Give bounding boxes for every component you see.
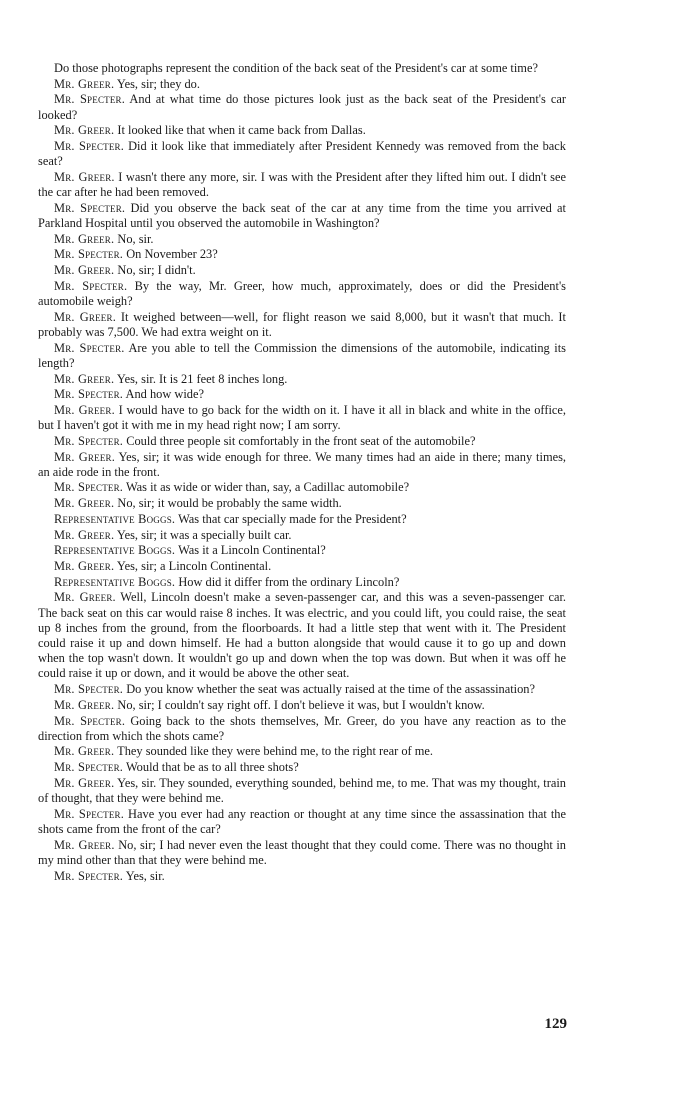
transcript-paragraph: [38, 372, 566, 387]
speaker-name: Mr. Specter.: [54, 433, 124, 448]
speech-text: No, sir.: [117, 231, 154, 246]
transcript-paragraph: [38, 744, 566, 759]
transcript-paragraph: [38, 450, 566, 480]
speech-text: Do you know whether the seat was actually raised at the time of the assassination?: [126, 682, 535, 697]
speaker-name: Mr. Specter.: [54, 247, 124, 262]
transcript-paragraph: [38, 92, 566, 122]
speaker-name: Mr. Greer.: [54, 559, 115, 573]
speaker-name: Mr. Greer.: [54, 496, 115, 511]
speech-text: Yes, sir; it was a specially built car.: [116, 527, 292, 542]
speaker-name: Mr. Greer.: [54, 76, 115, 91]
speech-text: Was it a Lincoln Continental?: [178, 543, 326, 558]
speaker-name: Mr. Specter.: [54, 480, 124, 495]
transcript-paragraph: [38, 279, 566, 309]
speaker-name: Mr. Specter.: [54, 806, 125, 821]
transcript-paragraph: [38, 247, 566, 262]
transcript-paragraph: [38, 776, 566, 806]
speaker-name: Mr. Greer.: [54, 744, 115, 759]
speaker-name: Representative Boggs.: [54, 543, 176, 558]
speech-text: It looked like that when it came back from Dallas.: [117, 123, 366, 138]
speech-text: Have you ever had any reaction or thought at any time since the assassination that the shots came from the front of the car?: [38, 806, 566, 836]
speech-text: Well, Lincoln doesn't make a seven-passenger car, and this was a seven-passenger car. The back seat on this car would raise 8 inches. It was electric, and you could lift, you could raise, the seat up 8 inches from the ground, from the floorboards. It had a little step that went with it. The President could raise it up and down himself. He had a button alongside that would cause it to go up and down when the top wasn't down. It wouldn't go up and down when the top was down. But when it was off he could raise it up or down, and it would be above the other seat.: [38, 590, 566, 681]
transcript-paragraph: [38, 869, 566, 884]
speaker-name: Mr. Greer.: [54, 449, 116, 464]
speech-text: Yes, sir.: [125, 868, 165, 883]
transcript-paragraph: [38, 512, 566, 527]
speech-text: And how wide?: [125, 387, 204, 402]
transcript-paragraph: [38, 543, 566, 558]
speaker-name: Mr. Greer.: [54, 231, 115, 246]
speech-text: On November 23?: [126, 247, 218, 262]
speech-text: And at what time do those pictures look just as the back seat of the President's car looked?: [38, 92, 567, 122]
transcript-paragraph: [38, 201, 566, 231]
transcript-paragraph: [38, 77, 566, 92]
transcript-paragraph: [38, 682, 566, 697]
transcript-paragraph: [38, 590, 566, 681]
transcript-paragraph: [38, 123, 566, 138]
transcript-paragraph: [38, 61, 566, 76]
speech-text: No, sir; I couldn't say right off. I don't believe it was, but I wouldn't know.: [117, 697, 485, 712]
speech-text: They sounded like they were behind me, to the right rear of me.: [117, 744, 433, 759]
transcript-paragraph: [38, 760, 566, 775]
speaker-name: Mr. Greer.: [54, 527, 115, 542]
speech-text: By the way, Mr. Greer, how much, approximately, does or did the President's automobile weigh?: [38, 278, 566, 309]
transcript-paragraph: [38, 807, 566, 837]
speaker-name: Mr. Greer.: [54, 697, 115, 712]
transcript-body: [38, 61, 566, 884]
speech-text: Did you observe the back seat of the car at any time from the time you arrived at Parkland Hospital until you observed the automobile in Washington?: [38, 200, 567, 231]
speech-text: Yes, sir. They sounded, everything sounded, behind me, to me. That was my thought, train of thought, that they were behind me.: [38, 775, 566, 806]
speech-text: Was it as wide or wider than, say, a Cadillac automobile?: [125, 480, 410, 495]
speaker-name: Representative Boggs.: [54, 574, 176, 589]
transcript-paragraph: [38, 575, 566, 590]
speech-text: No, sir; it would be probably the same width.: [117, 496, 342, 511]
speaker-name: Mr. Greer.: [54, 169, 115, 184]
speech-text: How did it differ from the ordinary Lincoln?: [178, 574, 400, 589]
speaker-name: Mr. Greer.: [54, 837, 115, 852]
speaker-name: Mr. Specter.: [54, 387, 124, 402]
speaker-name: Mr. Specter.: [54, 200, 126, 215]
speech-text: Yes, sir; a Lincoln Continental.: [116, 559, 272, 573]
speaker-name: Mr. Specter.: [54, 760, 124, 775]
speech-text: Going back to the shots themselves, Mr. Greer, do you have any reaction as to the direction from which the shots came?: [38, 713, 566, 743]
speaker-name: Mr. Specter.: [54, 92, 126, 107]
transcript-paragraph: [38, 698, 566, 713]
speaker-name: Mr. Specter.: [54, 682, 124, 697]
speech-text: No, sir; I didn't.: [117, 263, 196, 278]
transcript-paragraph: [38, 139, 566, 169]
speech-text: Are you able to tell the Commission the dimensions of the automobile, indicating its length?: [38, 340, 567, 370]
page-number: 129: [544, 1016, 567, 1032]
transcript-paragraph: [38, 528, 566, 543]
speech-text: I would have to go back for the width on it. I have it all in black and white in the office, but I haven't got it with me in my head right now; I am sorry.: [38, 402, 566, 433]
speaker-name: Mr. Greer.: [54, 775, 115, 790]
speech-text: Could three people sit comfortably in the front seat of the automobile?: [126, 433, 476, 448]
transcript-paragraph: [38, 170, 566, 200]
speaker-name: Representative Boggs.: [54, 511, 176, 526]
speech-text: Yes, sir; they do.: [116, 76, 200, 91]
speech-text: I wasn't there any more, sir. I was with the President after they lifted him out. I didn't see the car after he had been removed.: [38, 169, 566, 200]
transcript-paragraph: [38, 838, 566, 868]
speech-text: Did it look like that immediately after President Kennedy was removed from the back seat?: [38, 139, 566, 169]
speech-text: Yes, sir. It is 21 feet 8 inches long.: [116, 371, 288, 386]
speaker-name: Mr. Greer.: [54, 402, 115, 417]
speaker-name: Mr. Greer.: [54, 309, 117, 324]
speaker-name: Mr. Greer.: [54, 590, 116, 605]
speaker-name: Mr. Specter.: [54, 278, 128, 293]
speaker-name: Mr. Specter.: [54, 713, 126, 728]
speaker-name: Mr. Greer.: [54, 263, 115, 278]
transcript-paragraph: [38, 714, 566, 744]
transcript-paragraph: [38, 387, 566, 402]
speech-text: It weighed between—well, for flight reason we said 8,000, but it wasn't that much. It probably was 7,500. We had extra weight on it.: [38, 309, 566, 339]
speaker-name: Mr. Specter.: [54, 139, 125, 154]
transcript-paragraph: [38, 496, 566, 511]
speaker-name: Mr. Specter.: [54, 340, 125, 355]
speech-text: Would that be as to all three shots?: [125, 760, 299, 775]
speaker-name: Mr. Greer.: [54, 371, 115, 386]
transcript-paragraph: [38, 263, 566, 278]
speech-text: Do those photographs represent the condition of the back seat of the President's car at some time?: [54, 61, 538, 75]
transcript-paragraph: [38, 232, 566, 247]
transcript-paragraph: [38, 310, 566, 340]
speaker-name: Mr. Specter.: [54, 868, 124, 883]
transcript-paragraph: [38, 434, 566, 449]
transcript-paragraph: [38, 480, 566, 495]
transcript-paragraph: [38, 341, 566, 371]
speech-text: Was that car specially made for the President?: [178, 511, 407, 526]
transcript-paragraph: [38, 559, 566, 574]
transcript-paragraph: [38, 403, 566, 433]
speech-text: Yes, sir; it was wide enough for three. We many times had an aide in there; many times, an aide rode in the front.: [38, 449, 566, 479]
speaker-name: Mr. Greer.: [54, 123, 115, 138]
speech-text: No, sir; I had never even the least thought that they could come. There was no thought in my mind other than that they were behind me.: [38, 837, 566, 867]
